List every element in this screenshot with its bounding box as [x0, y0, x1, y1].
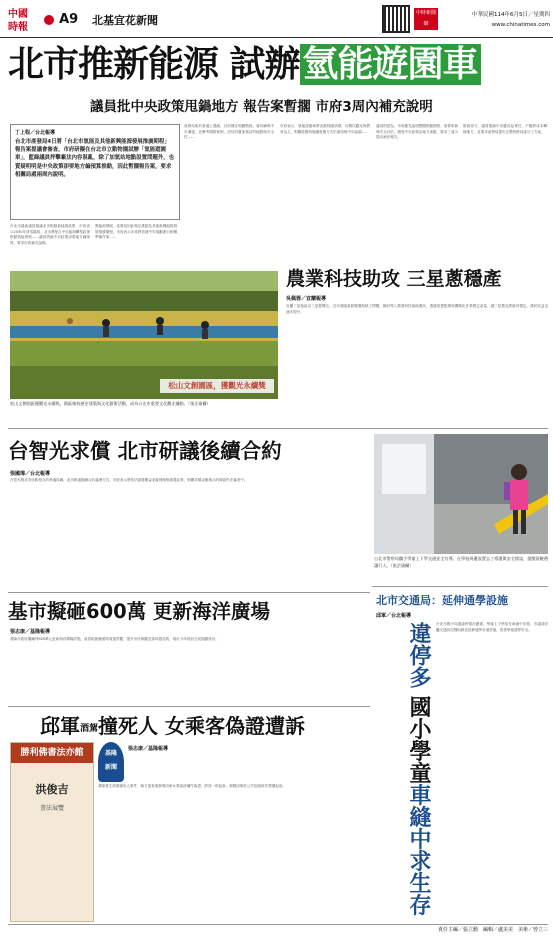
traffic-headline-3: 車縫中求生存	[406, 783, 431, 916]
page-number: A9	[59, 12, 79, 27]
calligraphy-ad	[10, 742, 94, 922]
date-line: 中華民國114年6月5日／星期四	[472, 12, 550, 18]
lead-summary: 台北市產發局4日將「台北市氫能及其他新興能源發展推廣期程」報告案提議會審查，市府研擬在台北市立動物園試辦「氫能遊園車」，藍綠議員抨擊廠法內容混亂，除了加氫站地點設置問題外，也質疑明明是中央政策卻要地方編預算推動，因此暫擱報告案，要求相關局處兩周內說明。	[15, 139, 175, 178]
lead-headline-main: 北市推新能源 試辦	[8, 44, 300, 85]
agri-headline: 農業科技助攻 三星蔥穩產	[286, 268, 502, 290]
traffic-body: 台北市國小周邊違停情況嚴重，學童上下學常在車縫中穿梭，市議員呼籲交通局加強取締並延伸通學步道設施，改善學童通學安全。	[436, 622, 548, 632]
badge-bottom: 新聞	[104, 764, 117, 771]
lead-body-col-6: 財源部分，議員強調中央應負起責任，不應將成本轉嫁地方，並要求產發局提出完整的跨局處分工方案。	[463, 124, 547, 134]
crash-headline-tag: 酒駕	[80, 724, 99, 734]
sea-headline: 基市擬砸600萬 更新海洋廣場	[8, 600, 270, 623]
agri-byline: 吳佩蓉／宜蘭報導	[286, 296, 327, 302]
school-photo-caption: 台北市警察局攜手學童上下學交通安全宣導，在學校周邊設置志工導護與安全標誌，提醒駕駛禮讓行人。（張芷瑜攝）	[374, 556, 548, 568]
sea-byline: 張志康／基隆報導	[10, 629, 51, 635]
lead-body-col-1: 台北市議會議員施議北市推動新能源政策，市府表示2030年淨零碳排，北市將配合中央能源轉型政策推動氫能發展……議員質疑中央政策卻要地方編預算，要求市府補充說明。	[10, 224, 90, 245]
farm-photo	[10, 271, 278, 399]
solar-headline: 台智光求償 北市研議後續合約	[8, 439, 282, 463]
brand-badge: 中時新聞網	[414, 8, 438, 30]
lead-headline-highlight: 氫能遊園車	[300, 44, 481, 85]
keelung-news-badge	[98, 742, 124, 782]
lead-body-col-3: 產發局會於會議上強調，目前僅在規劃階段，會持續與中央溝通，並參考國際案例，評估設置加氫站的地點與安全性……	[184, 124, 274, 140]
lead-body-col-5: 議員則認為，市府應先說明整體推動期程、預算來源與安全評估，避免中央政策由地方承擔，要求三周內提出補充報告。	[376, 124, 458, 140]
badge-top: 基隆	[104, 750, 117, 757]
ad-subtitle: 書法展覽	[39, 805, 64, 812]
logo-mark	[8, 6, 38, 32]
school-photo-image	[374, 434, 548, 554]
qr-code	[382, 5, 410, 33]
lead-body-col-2: 興能源發展，產發局因此制定推動及其他新興能源發展推廣期程。市府表示未來將依據中央規劃進行相關準備作業……	[95, 224, 177, 240]
crash-headline	[40, 710, 370, 738]
ad-name: 洪俊吉	[35, 783, 69, 796]
agri-body: 宜蘭三星地區以三星蔥聞名，近年面臨氣候變遷與缺工問題，縣府導入農業科技協助農民，透過智慧監測與機械化作業穩定產量，讓三星蔥品質維持穩定，農民收益也逐步提升。	[286, 304, 548, 314]
crash-headline-prefix: 邱軍	[40, 714, 80, 738]
lead-body-col-4: 市府表示，氫能遊園車將由動物園試辦，初期以觀光與教育為主，相關經費與後續營運方式仍需再與中央協調……	[280, 124, 370, 134]
farm-photo-overlay-caption: 松山文創園區，獲觀光永續獎	[168, 381, 266, 390]
logo	[8, 6, 38, 32]
crash-headline-main: 撞死人 女乘客偽證遭訴	[98, 714, 305, 738]
traffic-vertical-headline	[376, 622, 432, 918]
crash-body: 基隆發生酒駕撞死人事件，檢方偵查後發現同車女乘客涉嫌作偽證，將其一併起訴，駕駛邱軍依公共危險致死罪遭起訴。	[98, 784, 286, 788]
ad-title: 勝利佛書法亦館	[11, 743, 93, 763]
traffic-byline: 邱軍／台北報導	[376, 613, 412, 619]
traffic-headline-1: 違停多	[406, 622, 431, 688]
lead-subhead: 議員批中央政策甩鍋地方 報告案暫擱 市府3周內補充說明	[90, 99, 433, 115]
farm-photo-caption: 松山文創園區獲觀光永續獎，園區維持歷史建築與文化藝術活動，成為台北市重要文化觀光據點。（張芷瑜攝）	[10, 401, 211, 406]
footer-credits: 責任主編／張立勳 編輯／盧美美 美術／曾立三	[437, 927, 548, 933]
masthead	[0, 0, 553, 38]
website: www.chinatimes.com	[491, 22, 550, 28]
solar-body: 台智光與北市府路燈合約爭議持續，北市研議後續合約處理方式，市府表示將依法維護權益並確保路燈維護品質，相關求償金額與合約條款仍在審查中。	[10, 478, 248, 482]
traffic-headline-2: 國小學童	[406, 695, 431, 784]
section-name: 北基宜花新聞	[92, 14, 158, 27]
school-photo	[374, 434, 548, 554]
page-number-badge	[44, 9, 84, 29]
lead-summary-box	[10, 124, 180, 220]
lead-byline: 丁上程／台北報導	[15, 130, 56, 136]
solar-byline: 張國瑋／台北報導	[10, 471, 51, 477]
sea-body: 基隆市政府擬編列600萬元更新海洋廣場設施，改善地面鋪面與周邊景觀，提升市民與觀光客休憩品質，預計今年底前完成規劃設計。	[10, 637, 219, 641]
svg-text:時報: 時報	[8, 22, 28, 32]
traffic-section-title: 北市交通局：延伸通學設施	[376, 594, 508, 607]
lead-headline	[8, 40, 548, 90]
crash-byline: 張志康／基隆報導	[128, 746, 169, 752]
svg-text:中國: 中國	[8, 9, 28, 20]
